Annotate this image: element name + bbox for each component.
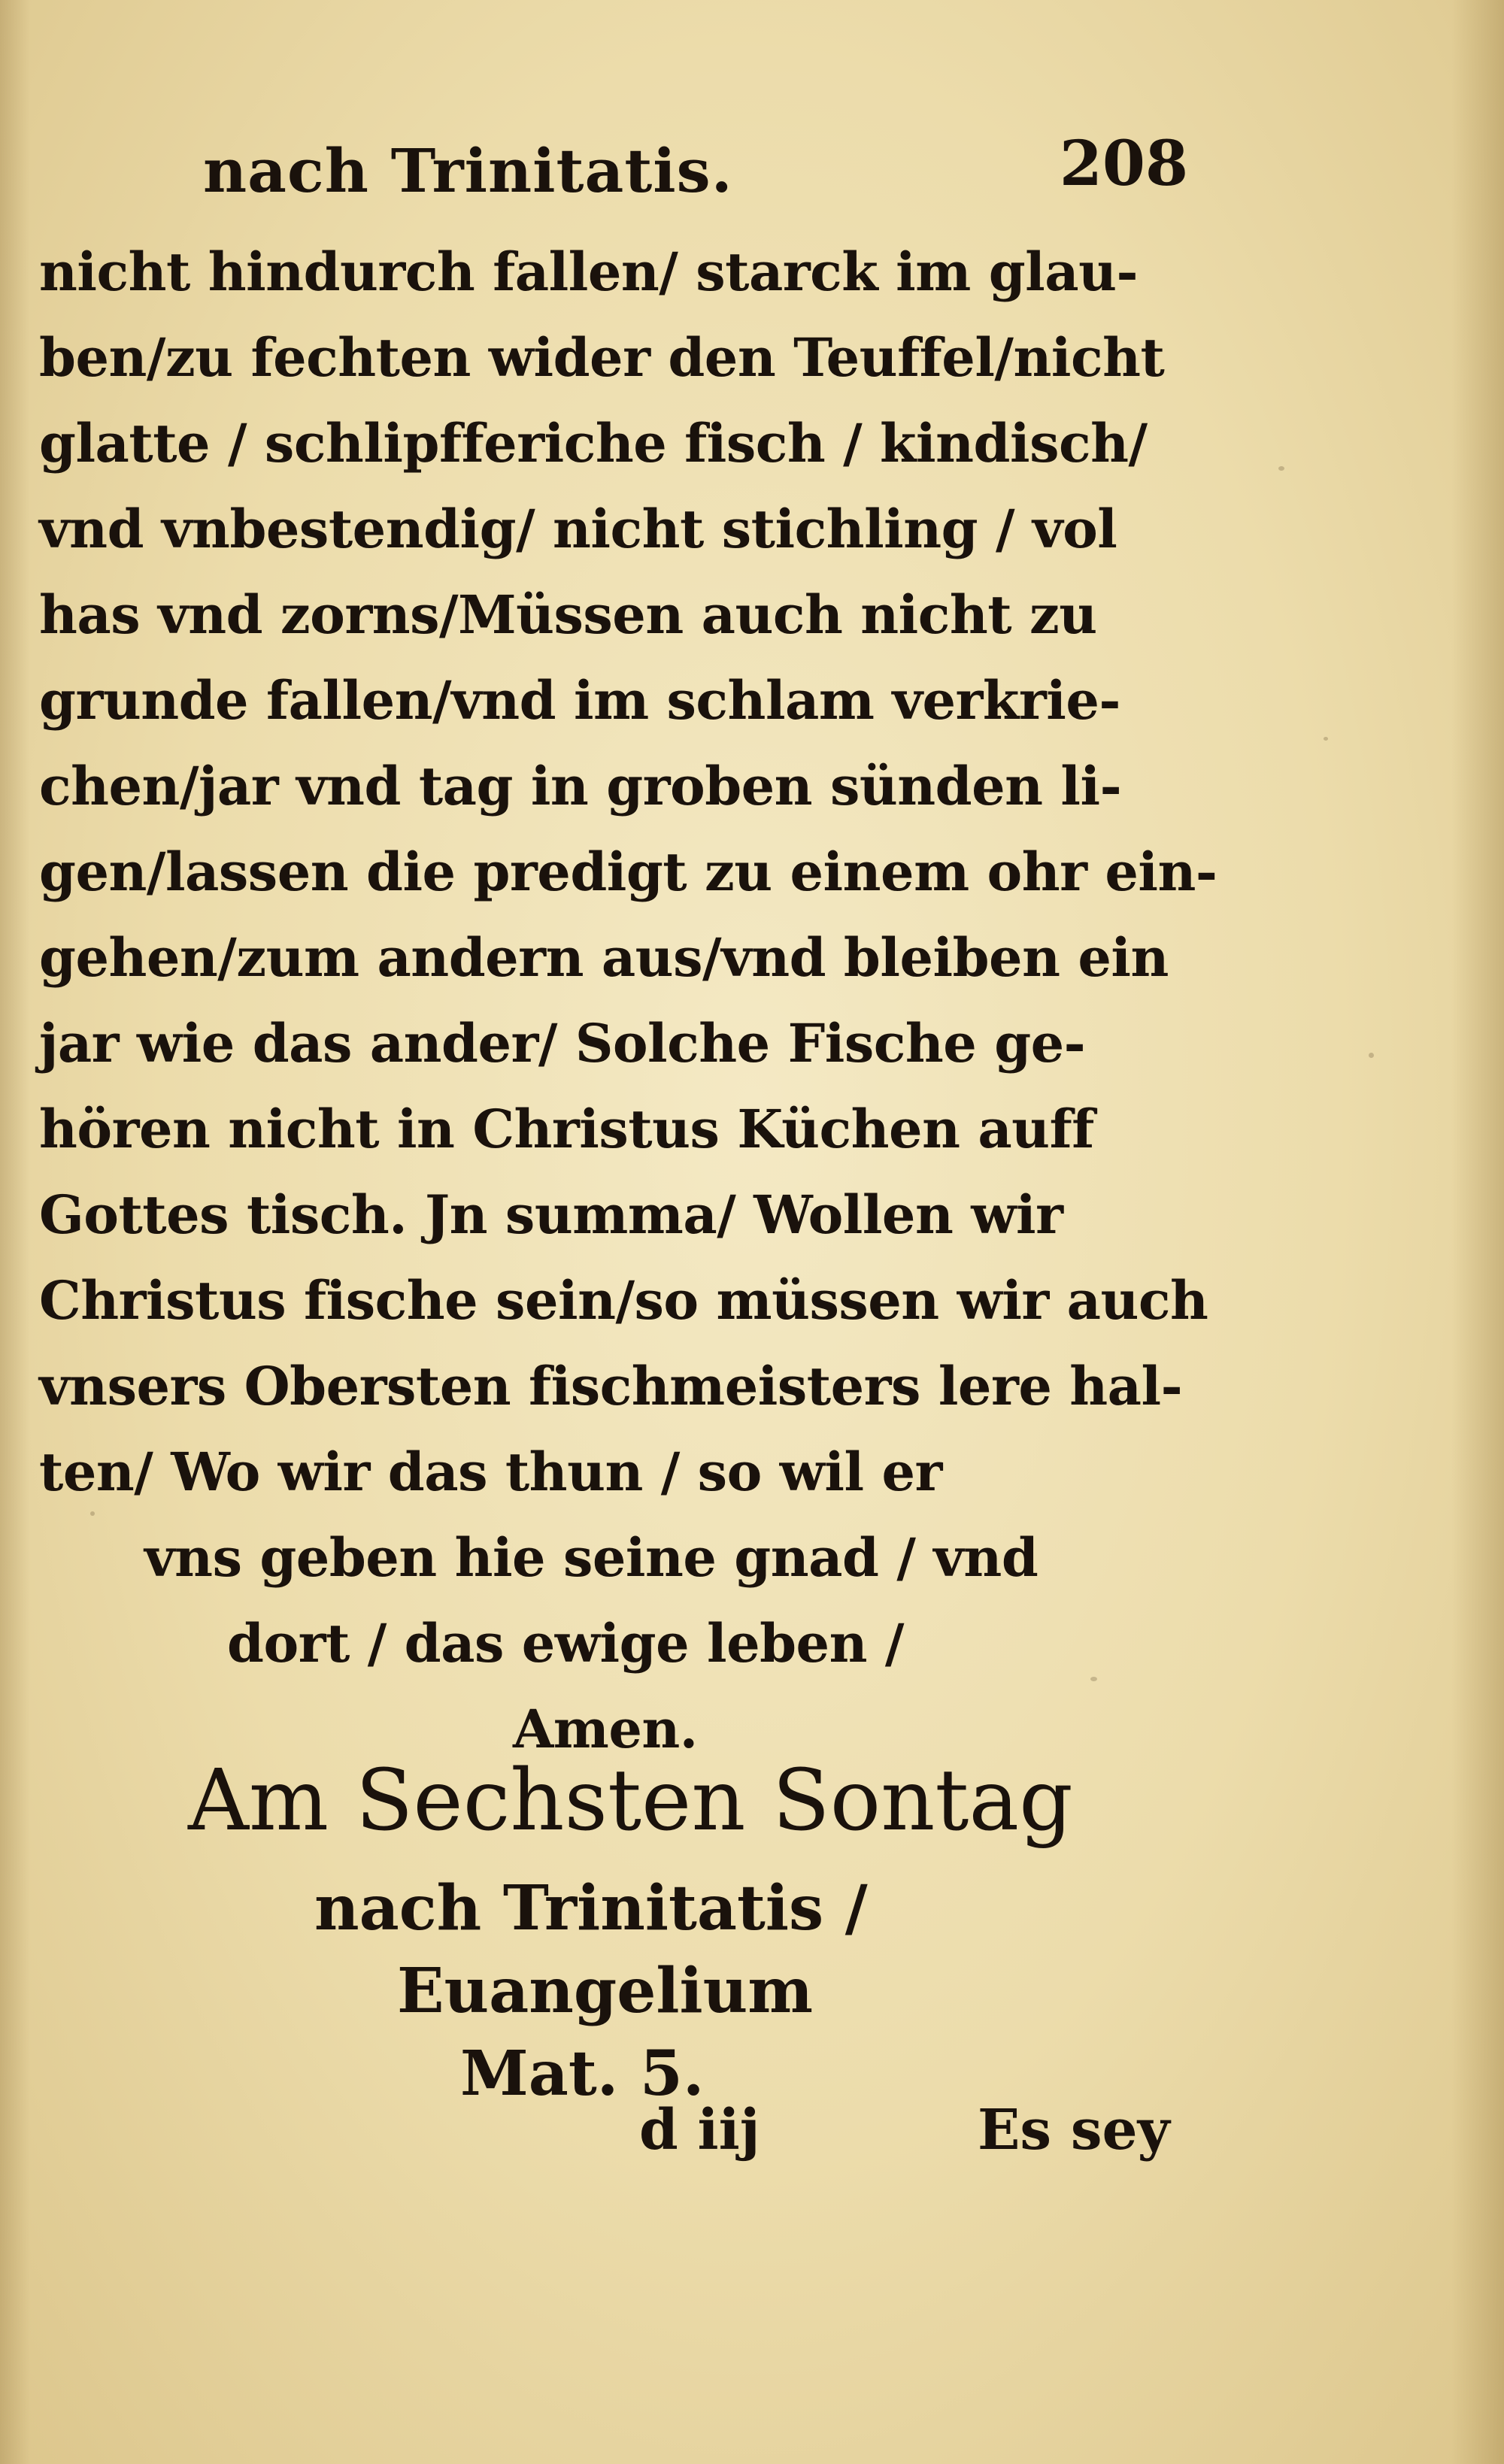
paper-speck bbox=[1278, 466, 1284, 471]
text-line: Amen. bbox=[513, 1698, 698, 1760]
section-title: Am Sechsten Sontag bbox=[188, 1752, 1073, 1850]
page-number: 208 bbox=[1059, 128, 1188, 200]
catchword: Es sey bbox=[978, 2098, 1170, 2162]
text-line: Christus fische sein/so müssen wir auch bbox=[39, 1269, 1208, 1332]
section-reference: Mat. 5. bbox=[460, 2038, 705, 2110]
section-gospel-label: Euangelium bbox=[397, 1955, 814, 2027]
text-line: gen/lassen die predigt zu einem ohr ein- bbox=[39, 841, 1217, 903]
paper-speck bbox=[1369, 1053, 1374, 1058]
text-line: vnd vnbestendig/ nicht stichling / vol bbox=[39, 498, 1117, 560]
section-subtitle: nach Trinitatis / bbox=[314, 1872, 868, 1944]
text-line: Gottes tisch. Jn summa/ Wollen wir bbox=[39, 1184, 1063, 1246]
running-title: nach Trinitatis. bbox=[203, 135, 733, 206]
text-line: ben/zu fechten wider den Teuffel/nicht bbox=[39, 326, 1165, 389]
text-line: has vnd zorns/Müssen auch nicht zu bbox=[39, 583, 1097, 646]
text-line: vns geben hie seine gnad / vnd bbox=[144, 1526, 1039, 1589]
text-line: ten/ Wo wir das thun / so wil er bbox=[39, 1441, 942, 1503]
paper-speck bbox=[1324, 737, 1328, 741]
text-line: grunde fallen/vnd im schlam verkrie- bbox=[39, 669, 1120, 732]
page-edge-shadow bbox=[1451, 0, 1504, 2464]
running-head bbox=[203, 128, 1188, 218]
page-gutter-shadow bbox=[0, 0, 30, 2464]
text-line: dort / das ewige leben / bbox=[227, 1612, 904, 1674]
signature-mark: d iij bbox=[639, 2098, 760, 2162]
text-line: nicht hindurch fallen/ starck im glau- bbox=[39, 241, 1139, 303]
text-line: gehen/zum andern aus/vnd bleiben ein bbox=[39, 926, 1169, 989]
text-line: chen/jar vnd tag in groben sünden li- bbox=[39, 755, 1122, 817]
text-line: vnsers Obersten fischmeisters lere hal- bbox=[39, 1355, 1183, 1417]
text-line: glatte / schlipfferiche fisch / kindisch/ bbox=[39, 412, 1148, 474]
text-line: hören nicht in Christus Küchen auff bbox=[39, 1098, 1094, 1160]
body-text bbox=[39, 229, 1217, 1772]
text-line: jar wie das ander/ Solche Fische ge- bbox=[39, 1012, 1086, 1074]
